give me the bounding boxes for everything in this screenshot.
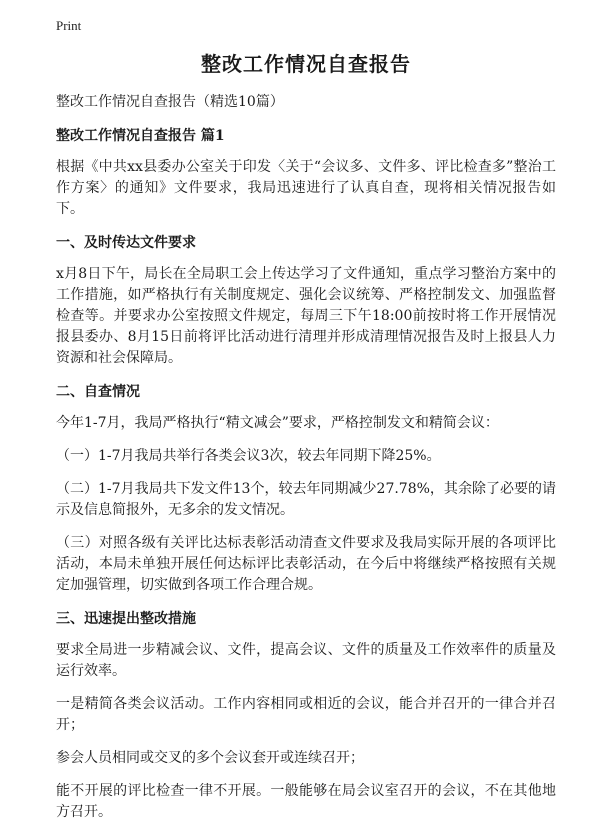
document-body (56, 48, 556, 835)
section3-paragraph-1: 要求全局进一步精减会议、文件，提高会议、文件的质量及工作效率件的质量及运行效率。 (56, 642, 556, 679)
section1-paragraph: x月8日下午，局长在全局职工会上传达学习了文件通知，重点学习整治方案中的工作措施，如严格执行有关制度规定、强化会议统筹、严格控制发文、加强监督检查等。并要求办公室按照文件规定，每周三下午18:00前按时将工作开展情况报县委办、8月15日前将评比活动进行清理并形成清理情况报告及时上报县人力资源和社会保障局。 (56, 266, 556, 366)
document-subtitle: 整改工作情况自查报告（精选10篇） (56, 94, 284, 110)
section3-paragraph-3: 参会人员相同或交叉的多个会议套开或连续召开； (56, 750, 364, 766)
section3-paragraph-4: 能不开展的评比检查一律不开展。一般能够在局会议室召开的会议，不在其他地方召开。 (56, 783, 556, 820)
print-label[interactable]: Print (56, 18, 82, 33)
section2-paragraph-4: （三）对照各级有关评比达标表彰活动清查文件要求及我局实际开展的各项评比活动，本局未单独开展任何达标评比表彰活动，在今后中将继续严格按照有关规定加强管理，切实做到各项工作合理合规。 (56, 535, 556, 593)
document-title: 整改工作情况自查报告 (201, 52, 411, 76)
intro-paragraph: 根据《中共xx县委办公室关于印发〈关于“会议多、文件多、评比检查多”整治工作方案〉的通知》文件要求，我局迅速进行了认真自查，现将相关情况报告如下。 (56, 159, 556, 217)
section2-paragraph-2: （一）1-7月我局共举行各类会议3次，较去年同期下降25%。 (56, 448, 441, 464)
section-heading-1: 一、及时传达文件要求 (56, 235, 196, 251)
section2-paragraph-1: 今年1-7月，我局严格执行“精文减会”要求，严格控制发文和精简会议： (56, 415, 499, 431)
section2-paragraph-3: （二）1-7月我局共下发文件13个，较去年同期减少27.78%，其余除了必要的请示及信息简报外，无多余的发文情况。 (56, 481, 556, 518)
section3-paragraph-2: 一是精简各类会议活动。工作内容相同或相近的会议，能合并召开的一律合并召开； (56, 696, 556, 733)
article-heading: 整改工作情况自查报告 篇1 (56, 128, 225, 144)
section-heading-2: 二、自查情况 (56, 384, 140, 400)
section-heading-3: 三、迅速提出整改措施 (56, 611, 196, 627)
